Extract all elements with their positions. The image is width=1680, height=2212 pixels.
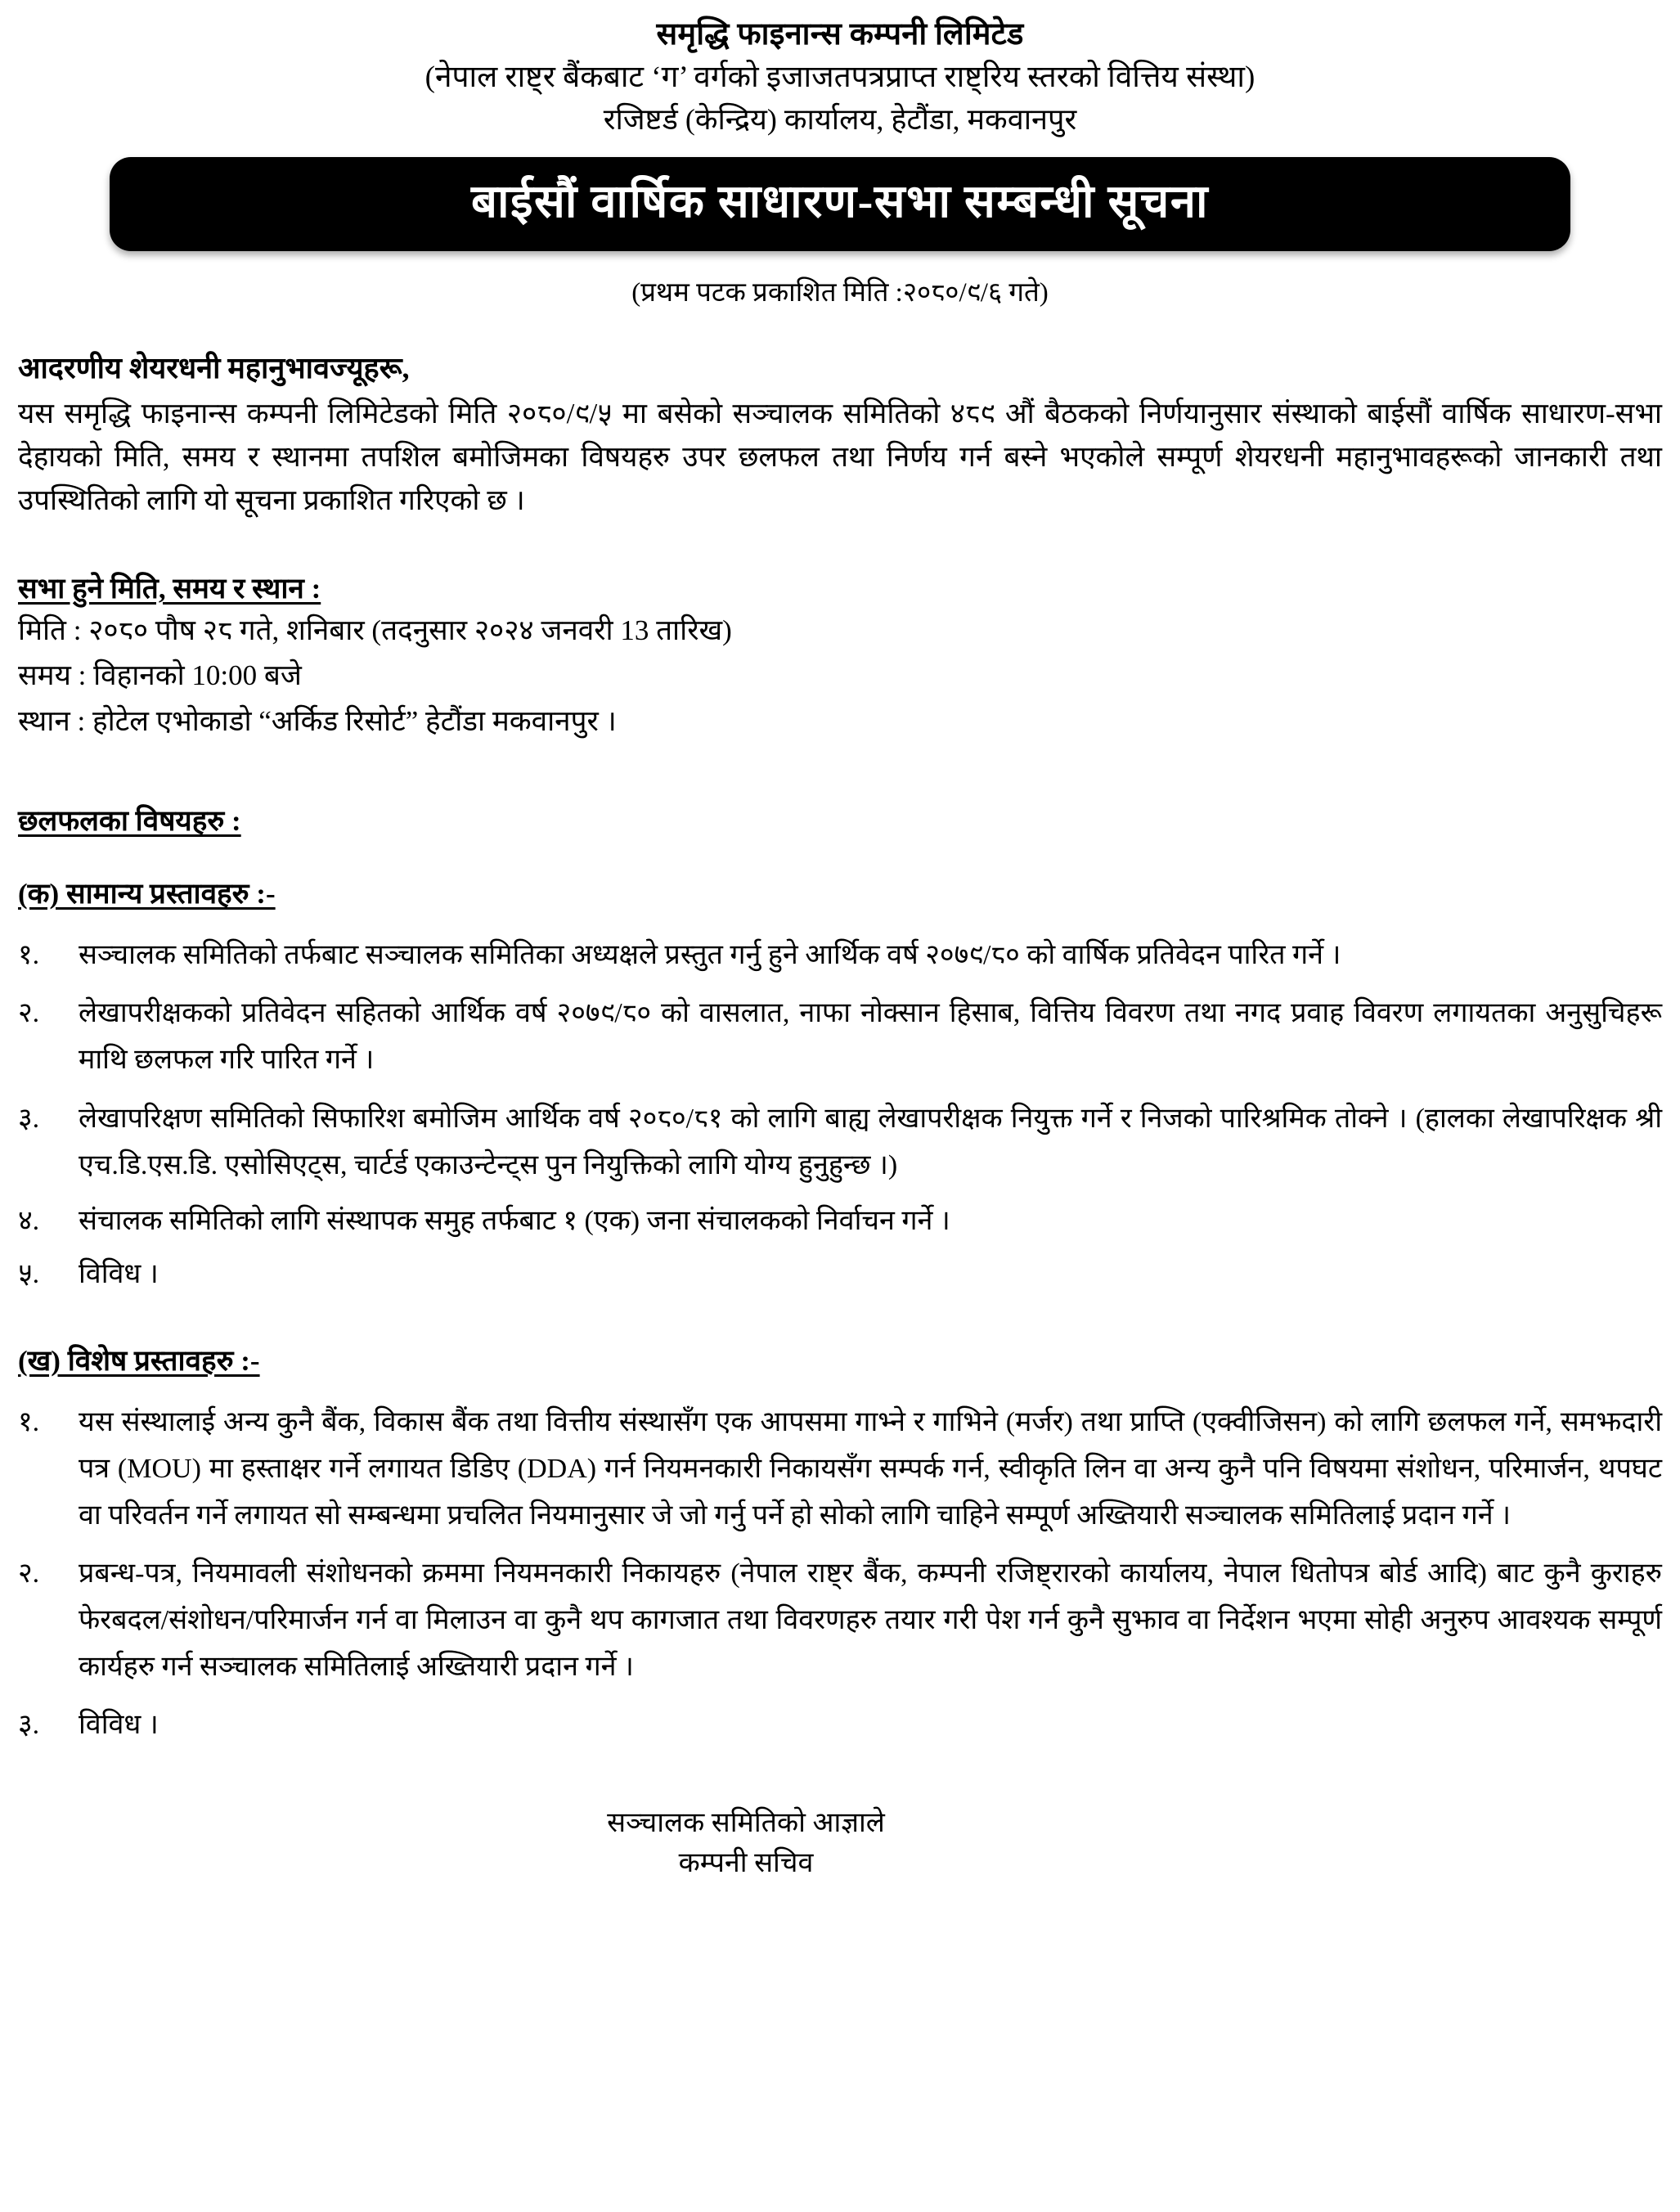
publication-date: (प्रथम पटक प्रकाशित मिति :२०८०/९/६ गते) xyxy=(631,278,1049,308)
list-item-number: ५. xyxy=(18,1258,40,1289)
list-item-number: १. xyxy=(18,1406,40,1437)
list-item xyxy=(18,1253,1662,1295)
general-proposals-list xyxy=(18,932,1662,1295)
masthead xyxy=(18,15,1662,139)
general-proposals-group xyxy=(18,839,1662,1295)
meeting-details-heading: सभा हुने मिति, समय र स्थान : xyxy=(18,572,321,605)
list-item xyxy=(18,990,1662,1083)
list-item xyxy=(18,1550,1662,1690)
list-item xyxy=(18,1095,1662,1189)
list-item-number: ३. xyxy=(18,1710,40,1741)
list-item-number: १. xyxy=(18,940,40,971)
special-proposals-list xyxy=(18,1399,1662,1749)
list-item-text: यस संस्थालाई अन्य कुनै बैंक, विकास बैंक तथा वित्तीय संस्थासँग एक आपसमा गाभ्ने र गाभिने (मर्जर) तथा प्राप्ति (एक्वीजिसन) को लागि छलफल गर्ने, समझदारी पत्र (MOU) मा हस्ताक्षर गर्ने लगायत डिडिए (DDA) गर्न नियमनकारी निकायसँग सम्पर्क गर्न, स्वीकृति लिन वा अन्य कुनै पनि विषयमा संशोधन, परिमार्जन, थपघट वा परिवर्तन गर्ने लगायत सो सम्बन्धमा प्रचलित नियमानुसार जे जो गर्नु पर्ने हो सोको लागि चाहिने सम्पूर्ण अख्तियारी सञ्चालक समितिलाई प्रदान गर्ने । xyxy=(79,1406,1662,1531)
list-item-text: विविध । xyxy=(79,1710,159,1741)
registered-office-line: रजिष्टर्ड (केन्द्रिय) कार्यालय, हेटौंडा, मकवानपुर xyxy=(603,103,1077,137)
general-proposals-heading: (क) सामान्य प्रस्तावहरु :- xyxy=(18,878,276,910)
list-item-number: ३. xyxy=(18,1103,40,1134)
special-proposals-heading: (ख) विशेष प्रस्तावहरु :- xyxy=(18,1344,260,1377)
list-item-number: २. xyxy=(18,998,40,1029)
list-item-text: लेखापरिक्षण समितिको सिफारिश बमोजिम आर्थिक वर्ष २०८०/८१ को लागि बाह्य लेखापरीक्षक नियुक्त गर्ने र निजको पारिश्रमिक तोक्ने । (हालका लेखापरिक्षक श्री एच.डि.एस.डि. एसोसिएट्स, चार्टर्ड एकाउन्टेन्ट्स पुन नियुक्तिको लागि योग्य हुनुहुन्छ ।) xyxy=(79,1103,1662,1180)
agenda-heading: छलफलका विषयहरु : xyxy=(18,805,241,838)
list-item-text: लेखापरीक्षकको प्रतिवेदन सहितको आर्थिक वर्ष २०७९/८० को वासलात, नाफा नोक्सान हिसाब, वित्तिय विवरण तथा नगद प्रवाह विवरण लगायतका अनुसुचिहरू माथि छलफल गरि पारित गर्ने । xyxy=(79,998,1662,1076)
signature-authority: सञ्चालक समितिको आज्ञाले xyxy=(607,1807,885,1838)
list-item xyxy=(18,1200,1662,1242)
notice-banner xyxy=(110,157,1570,251)
list-item-text: संचालक समितिको लागि संस्थापक समुह तर्फबाट १ (एक) जना संचालकको निर्वाचन गर्ने । xyxy=(79,1205,950,1236)
meeting-time: समय : विहानको 10:00 बजे xyxy=(18,659,302,692)
license-line: (नेपाल राष्ट्र बैंकबाट ‘ग’ वर्गको इजाजतपत्रप्राप्त राष्ट्रिय स्तरको वित्तिय संस्था) xyxy=(424,61,1256,95)
notice-title: बाईसौं वार्षिक साधारण-सभा सम्बन्धी सूचना xyxy=(471,177,1209,228)
intro-paragraph: यस समृद्धि फाइनान्स कम्पनी लिमिटेडको मिति २०८०/९/५ मा बसेको सञ्चालक समितिको ४८९ औं बैठकको निर्णयानुसार संस्थाको बाईसौं वार्षिक साधारण-सभा देहायको मिति, समय र स्थानमा तपशिल बमोजिमका विषयहरु उपर छलफल तथा निर्णय गर्न बस्ने भएकोले सम्पूर्ण शेयरधनी महानुभावहरूको जानकारी तथा उपस्थितिको लागि यो सूचना प्रकाशित गरिएको छ । xyxy=(18,398,1662,517)
salutation: आदरणीय शेयरधनी महानुभावज्यूहरू, xyxy=(18,352,410,384)
company-name: समृद्धि फाइनान्स कम्पनी लिमिटेड xyxy=(656,17,1024,52)
list-item-number: २. xyxy=(18,1558,40,1589)
list-item xyxy=(18,1702,1662,1748)
special-proposals-group xyxy=(18,1306,1662,1749)
list-item-text: सञ्चालक समितिको तर्फबाट सञ्चालक समितिका अध्यक्षले प्रस्तुत गर्नु हुने आर्थिक वर्ष २०७९/८० को वार्षिक प्रतिवेदन पारित गर्ने । xyxy=(79,940,1341,971)
meeting-details-section xyxy=(18,523,1662,744)
signature-designation: कम्पनी सचिव xyxy=(678,1847,814,1878)
list-item xyxy=(18,1399,1662,1539)
list-item-text: विविध । xyxy=(79,1258,159,1289)
list-item-text: प्रबन्ध-पत्र, नियमावली संशोधनको क्रममा नियमनकारी निकायहरु (नेपाल राष्ट्र बैंक, कम्पनी रजिष्ट्रारको कार्यालय, नेपाल धितोपत्र बोर्ड आदि) बाट कुनै कुराहरु फेरबदल/संशोधन/परिमार्जन गर्न वा मिलाउन वा कुनै थप कागजात तथा विवरणहरु तयार गरी पेश गर्न कुनै सुझाव वा निर्देशन भएमा सोही अनुरुप आवश्यक सम्पूर्ण कार्यहरु गर्न सञ्चालक समितिलाई अख्तियारी प्रदान गर्ने । xyxy=(79,1558,1662,1683)
notice-banner-box xyxy=(110,157,1570,251)
list-item xyxy=(18,932,1662,978)
list-item-number: ४. xyxy=(18,1205,40,1236)
meeting-venue: स्थान : होटेल एभोकाडो “अर्किड रिसोर्ट” हेटौंडा मकवानपुर । xyxy=(18,705,617,738)
signature-block xyxy=(18,1803,1662,1884)
meeting-date: मिति : २०८० पौष २८ गते, शनिबार (तदनुसार २०२४ जनवरी 13 तारिख) xyxy=(18,614,732,646)
agenda-section xyxy=(18,744,1662,1748)
